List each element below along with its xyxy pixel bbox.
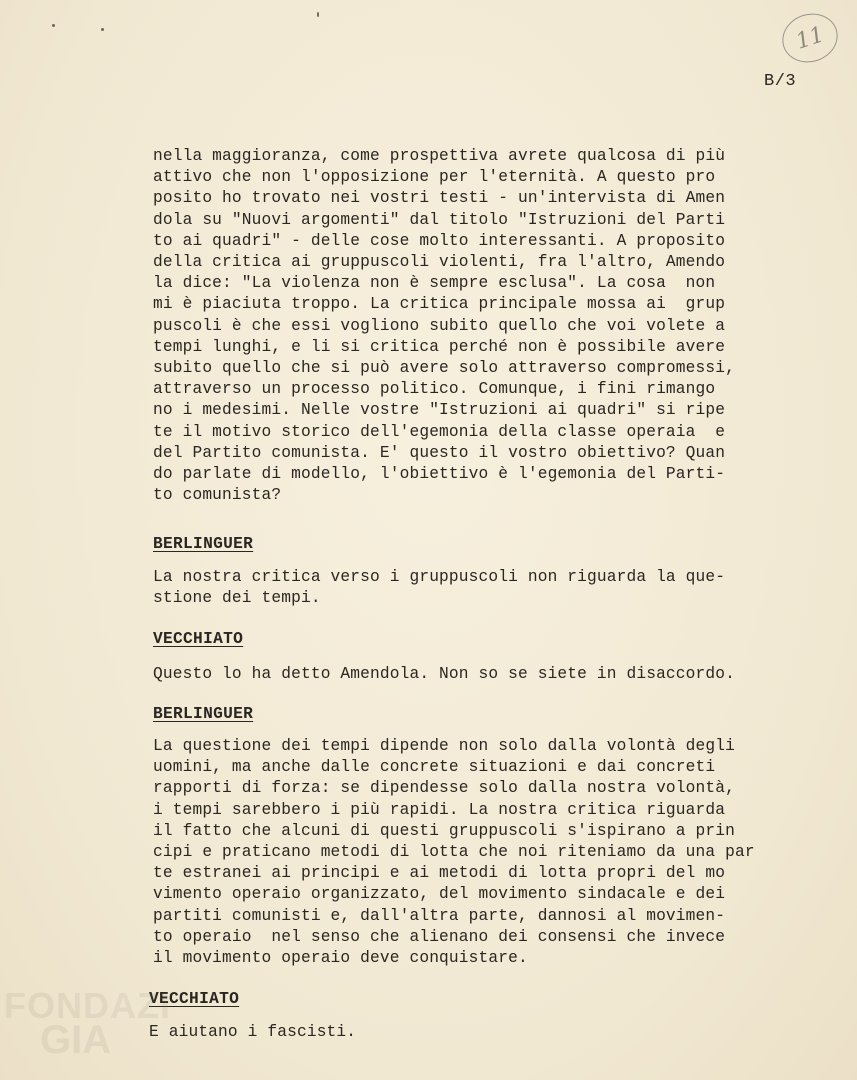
reply-text: La questione dei tempi dipende non solo dalla volontà degli uomini, ma anche dalle concrete situazioni e dai concreti rapporti di forza: se dipendesse solo dalla nostra volontà, i tempi sarebbero i più rapidi. La nostra critica riguarda il fatto che alcuni di questi gruppuscoli s'ispirano a prin cipi e praticano metodi di lotta che noi riteniamo da una par te estranei ai principi e ai metodi di lotta propri del mo vimento operaio organizzato, del movimento sindacale e dei partiti comunisti e, dall'altra parte, dannosi al movimen- to operaio nel senso che alienano dei consensi che invece il movimento operaio deve conquistare. xyxy=(153,737,755,968)
ink-speck xyxy=(101,28,104,31)
speaker-heading: BERLINGUER xyxy=(153,705,254,723)
ink-speck xyxy=(52,24,55,27)
reply-text: Questo lo ha detto Amendola. Non so se siete in disaccordo. xyxy=(153,665,735,683)
watermark: GIA xyxy=(40,1018,112,1062)
speaker-heading: BERLINGUER xyxy=(153,535,254,553)
archive-page-stamp xyxy=(776,7,844,70)
stamp-number: 11 xyxy=(792,21,828,55)
speaker-heading: VECCHIATO xyxy=(153,630,244,648)
ink-speck xyxy=(317,12,319,17)
reply-text: E aiutano i fascisti. xyxy=(149,1023,357,1041)
speaker-heading: VECCHIATO xyxy=(149,990,240,1008)
page-reference: B/3 xyxy=(764,72,797,91)
interview-question-text: nella maggioranza, come prospettiva avrete qualcosa di più attivo che non l'opposizione per l'eternità. A questo pro posito ho trovato nei vostri testi - un'intervista di Amen dola su "Nuovi argomenti" dal titolo "Istruzioni del Parti to ai quadri" - delle cose molto interessanti. A proposito della critica ai gruppuscoli violenti, fra l'altro, Amendo la dice: "La violenza non è sempre esclusa". La cosa non mi è piaciuta troppo. La critica principale mossa ai grup puscoli è che essi vogliono subito quello che voi volete a tempi lunghi, e li si critica perché non è possibile avere subito quello che si può avere solo attraverso compromessi, attraverso un processo politico. Comunque, i fini rimango no i medesimi. Nelle vostre "Istruzioni ai quadri" si ripe te il motivo storico dell'egemonia della classe operaia e del Partito comunista. E' questo il vostro obiettivo? Quan do parlate di modello, l'obiettivo è l'egemonia del Parti- to comunista? xyxy=(153,147,735,505)
watermark: FONDAZI xyxy=(4,985,171,1026)
reply-text: La nostra critica verso i gruppuscoli non riguarda la que- stione dei tempi. xyxy=(153,568,726,608)
